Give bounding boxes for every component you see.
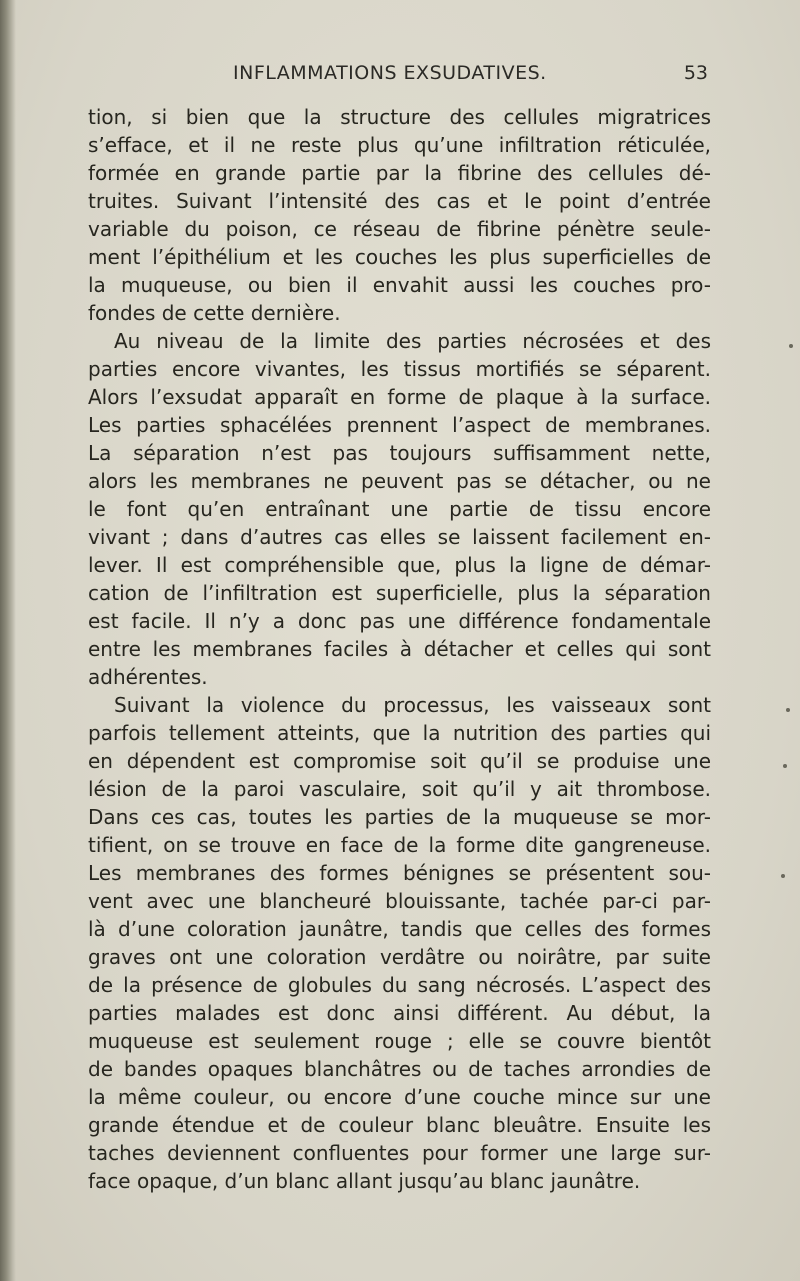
text-line: alors les membranes ne peuvent pas se détacher, ou ne [88, 469, 711, 493]
text-line: entre les membranes faciles à détacher et celles qui sont [88, 637, 711, 661]
text-line: tion, si bien que la structure des cellules migratrices [88, 105, 711, 129]
running-head [90, 62, 710, 96]
text-line: s’efface, et il ne reste plus qu’une infiltration réticulée, [88, 133, 711, 157]
paragraph [88, 691, 711, 1195]
text-line: face opaque, d’un blanc allant jusqu’au blanc jaunâtre. [88, 1169, 641, 1193]
text-line: la muqueuse, ou bien il envahit aussi les couches pro- [88, 273, 711, 297]
text-line: lésion de la paroi vasculaire, soit qu’il y ait thrombose. [88, 777, 711, 801]
text-line: adhérentes. [88, 665, 208, 689]
text-line: parfois tellement atteints, que la nutrition des parties qui [88, 721, 711, 745]
text-line: Alors l’exsudat apparaît en forme de plaque à la surface. [88, 385, 711, 409]
text-line: variable du poison, ce réseau de fibrine pénètre seule- [88, 217, 711, 241]
paper-speck [781, 874, 785, 878]
text-line: Dans ces cas, toutes les parties de la muqueuse se mor- [88, 805, 711, 829]
paper-speck [789, 344, 793, 348]
text-line: graves ont une coloration verdâtre ou noirâtre, par suite [88, 945, 711, 969]
text-line: de la présence de globules du sang nécrosés. L’aspect des [88, 973, 711, 997]
paper-speck [786, 708, 790, 712]
text-line: parties encore vivantes, les tissus mortifiés se séparent. [88, 357, 711, 381]
text-line: Au niveau de la limite des parties nécrosées et des [114, 329, 711, 353]
text-line: Suivant la violence du processus, les vaisseaux sont [114, 693, 711, 717]
text-line: en dépendent est compromise soit qu’il se produise une [88, 749, 711, 773]
text-line: de bandes opaques blanchâtres ou de taches arrondies de [88, 1057, 711, 1081]
text-line: truites. Suivant l’intensité des cas et le point d’entrée [88, 189, 711, 213]
text-line: le font qu’en entraînant une partie de tissu encore [88, 497, 711, 521]
text-line: vivant ; dans d’autres cas elles se laissent facilement en- [88, 525, 711, 549]
paragraph [88, 103, 711, 327]
text-line: Les membranes des formes bénignes se présentent sou- [88, 861, 711, 885]
page-number: 53 [683, 62, 708, 84]
text-line: est facile. Il n’y a donc pas une différence fondamentale [88, 609, 711, 633]
paper-speck [783, 764, 787, 768]
text-line: tifient, on se trouve en face de la forme dite gangreneuse. [88, 833, 711, 857]
paragraph [88, 327, 711, 691]
running-head-title: INFLAMMATIONS EXSUDATIVES. [233, 62, 547, 84]
text-line: taches deviennent confluentes pour former une large sur- [88, 1141, 711, 1165]
text-line: parties malades est donc ainsi différent. Au début, la [88, 1001, 711, 1025]
text-line: lever. Il est compréhensible que, plus la ligne de démar- [88, 553, 711, 577]
text-line: la même couleur, ou encore d’une couche mince sur une [88, 1085, 711, 1109]
text-line: muqueuse est seulement rouge ; elle se couvre bientôt [88, 1029, 711, 1053]
text-line: fondes de cette dernière. [88, 301, 341, 325]
text-line: Les parties sphacélées prennent l’aspect de membranes. [88, 413, 711, 437]
text-line: grande étendue et de couleur blanc bleuâtre. Ensuite les [88, 1113, 711, 1137]
text-line: formée en grande partie par la fibrine des cellules dé- [88, 161, 711, 185]
body-text [88, 103, 711, 1195]
text-line: cation de l’infiltration est superficielle, plus la séparation [88, 581, 711, 605]
text-line: ment l’épithélium et les couches les plus superficielles de [88, 245, 711, 269]
text-line: La séparation n’est pas toujours suffisamment nette, [88, 441, 711, 465]
text-line: vent avec une blancheuré blouissante, tachée par-ci par- [88, 889, 711, 913]
page-binding-edge [0, 0, 16, 1281]
text-line: là d’une coloration jaunâtre, tandis que celles des formes [88, 917, 711, 941]
